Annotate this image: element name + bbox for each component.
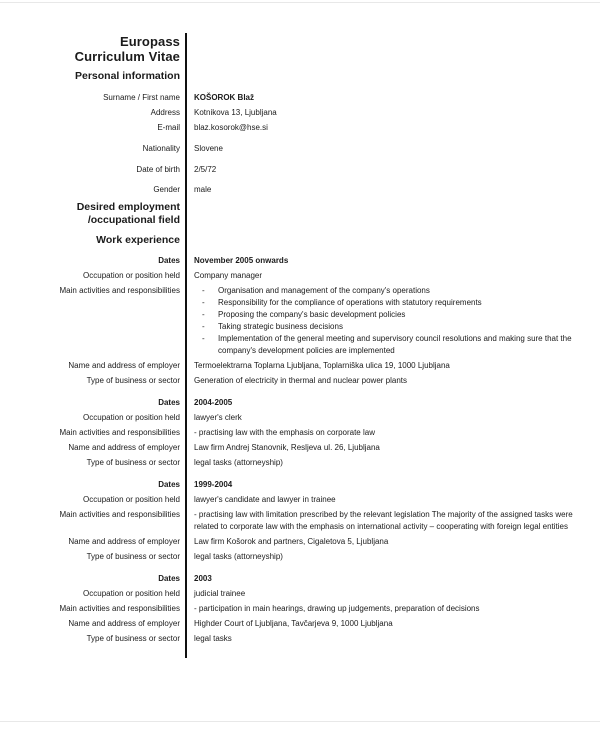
date-of-birth-label: Date of birth (136, 165, 180, 174)
dates-label: Dates (158, 574, 180, 583)
activity-bullet-text: Proposing the company's basic development policies (218, 310, 406, 319)
occupation-value: judicial trainee (194, 589, 246, 598)
employer-label: Name and address of employer (68, 537, 180, 546)
row-gender (35, 184, 580, 196)
nationality-value: Slovene (194, 144, 223, 153)
occupation-label: Occupation or position held (83, 589, 180, 598)
employer-label: Name and address of employer (68, 443, 180, 452)
row-occupation-job1 (35, 270, 580, 282)
occupation-value: lawyer's clerk (194, 413, 242, 422)
activities-value: - practising law with the emphasis on corporate law (194, 428, 375, 437)
document-title (35, 34, 180, 64)
nationality-label: Nationality (142, 144, 180, 153)
activities-label: Main activities and responsibilities (59, 428, 180, 437)
bullet-dash: - (202, 310, 205, 319)
employer-label: Name and address of employer (68, 619, 180, 628)
spacer (35, 472, 580, 479)
sector-label: Type of business or sector (86, 376, 180, 385)
row-date-of-birth (35, 164, 580, 176)
spacer (35, 390, 580, 397)
section-heading-desired-employment (35, 201, 180, 227)
activities-value (194, 285, 578, 357)
activities-label: Main activities and responsibilities (59, 286, 180, 295)
dates-value: November 2005 onwards (194, 256, 289, 265)
desired-employment-line1: Desired employment (76, 201, 180, 213)
row-surname (35, 92, 580, 104)
gender-value: male (194, 185, 212, 194)
row-activities-job2 (35, 427, 580, 439)
bullet-dash: - (202, 334, 205, 343)
row-sector-job3 (35, 551, 580, 563)
document-title-line1: Europass (119, 34, 180, 49)
employer-value: Highder Court of Ljubljana, Tavčarjeva 9, 1000 Ljubljana (194, 619, 393, 628)
occupation-value: Company manager (194, 271, 263, 280)
row-occupation-job2 (35, 412, 580, 424)
bullet-dash: - (202, 286, 205, 295)
dates-value: 1999-2004 (194, 480, 233, 489)
page-bottom-edge (0, 721, 600, 722)
dates-label: Dates (158, 480, 180, 489)
section-heading-personal-information: Personal information (74, 70, 180, 82)
activities-value: - practising law with limitation prescribed by the relevant legislation The majority of the assigned tasks were related to corporate law with the emphasis on international activity – cooperating with foreign legal entities (194, 510, 573, 531)
bullet-dash: - (202, 322, 205, 331)
occupation-label: Occupation or position held (83, 413, 180, 422)
employer-value: Law firm Košorok and partners, Cigaletova 5, Ljubljana (194, 537, 389, 546)
gender-label: Gender (153, 185, 180, 194)
activity-bullet (194, 321, 578, 333)
row-sector-job4 (35, 633, 580, 645)
date-of-birth-value: 2/5/72 (194, 165, 217, 174)
email-value: blaz.kosorok@hse.si (194, 123, 268, 132)
row-nationality (35, 143, 580, 155)
row-activities-job3 (35, 509, 580, 533)
sector-value: legal tasks (194, 634, 232, 643)
activity-bullet (194, 309, 578, 321)
spacer (35, 566, 580, 573)
email-label: E-mail (157, 123, 180, 132)
activity-bullet-text: Responsibility for the compliance of operations with statutory requirements (218, 298, 482, 307)
document-title-line2: Curriculum Vitae (74, 49, 180, 64)
surname-value: KOŠOROK Blaž (194, 93, 255, 102)
employer-value: Termoelektrarna Toplarna Ljubljana, Toplarniška ulica 19, 1000 Ljubljana (194, 361, 450, 370)
sector-label: Type of business or sector (86, 634, 180, 643)
activities-value: - participation in main hearings, drawing up judgements, preparation of decisions (194, 604, 480, 613)
activity-bullet-text: Implementation of the general meeting and supervisory council resolutions and making sure that the company's development policies are implemented (218, 334, 572, 355)
row-dates-job2 (35, 397, 580, 409)
sector-label: Type of business or sector (86, 458, 180, 467)
row-employer-job3 (35, 536, 580, 548)
row-address (35, 107, 580, 119)
row-activities-job4 (35, 603, 580, 615)
surname-label: Surname / First name (103, 93, 180, 102)
dates-label: Dates (158, 256, 180, 265)
occupation-label: Occupation or position held (83, 495, 180, 504)
activity-bullet-text: Organisation and management of the company's operations (218, 286, 430, 295)
activity-bullet (194, 285, 578, 297)
sector-label: Type of business or sector (86, 552, 180, 561)
row-dates-job4 (35, 573, 580, 585)
row-employer-job2 (35, 442, 580, 454)
row-dates-job3 (35, 479, 580, 491)
activity-bullet (194, 333, 578, 357)
row-employer-job1 (35, 360, 580, 372)
address-label: Address (150, 108, 180, 117)
row-activities-job1 (35, 285, 580, 357)
dates-value: 2003 (194, 574, 212, 583)
bullet-dash: - (202, 298, 205, 307)
occupation-label: Occupation or position held (83, 271, 180, 280)
occupation-value: lawyer's candidate and lawyer in trainee (194, 495, 336, 504)
desired-employment-line2: /occupational field (87, 214, 180, 226)
activities-label: Main activities and responsibilities (59, 510, 180, 519)
activities-label: Main activities and responsibilities (59, 604, 180, 613)
row-occupation-job4 (35, 588, 580, 600)
row-sector-job1 (35, 375, 580, 387)
row-occupation-job3 (35, 494, 580, 506)
dates-value: 2004-2005 (194, 398, 233, 407)
dates-label: Dates (158, 398, 180, 407)
employer-label: Name and address of employer (68, 361, 180, 370)
address-value: Kotnikova 13, Ljubljana (194, 108, 277, 117)
page-top-edge (0, 2, 600, 3)
cv-content (35, 34, 580, 648)
section-heading-work-experience: Work experience (96, 234, 180, 246)
row-dates-job1 (35, 255, 580, 267)
sector-value: legal tasks (attorneyship) (194, 458, 283, 467)
activity-bullet (194, 297, 578, 309)
employer-value: Law firm Andrej Stanovnik, Resljeva ul. 26, Ljubljana (194, 443, 380, 452)
sector-value: Generation of electricity in thermal and nuclear power plants (194, 376, 407, 385)
row-email (35, 122, 580, 134)
sector-value: legal tasks (attorneyship) (194, 552, 283, 561)
row-sector-job2 (35, 457, 580, 469)
row-employer-job4 (35, 618, 580, 630)
activity-bullet-text: Taking strategic business decisions (218, 322, 343, 331)
